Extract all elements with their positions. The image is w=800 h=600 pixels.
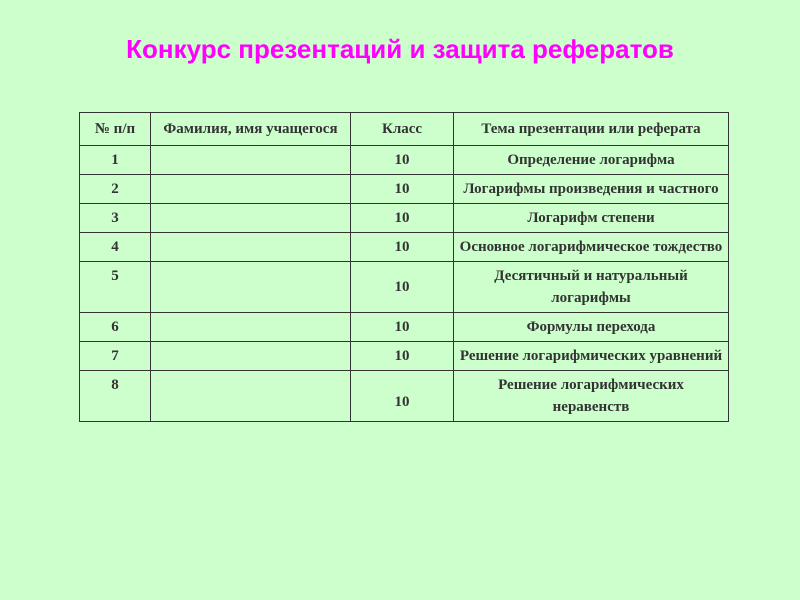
row-topic: Решение логарифмических неравенств xyxy=(454,371,729,422)
table-row xyxy=(80,204,729,233)
row-topic: Десятичный и натуральный логарифмы xyxy=(454,262,729,313)
row-grade: 10 xyxy=(351,175,454,204)
row-topic: Формулы перехода xyxy=(454,313,729,342)
header-number: № п/п xyxy=(80,113,151,146)
row-number: 8 xyxy=(80,371,151,422)
table-row xyxy=(80,175,729,204)
row-topic: Основное логарифмическое тождество xyxy=(454,233,729,262)
table-row xyxy=(80,313,729,342)
row-student-name xyxy=(151,371,351,422)
row-number: 1 xyxy=(80,146,151,175)
row-number: 6 xyxy=(80,313,151,342)
page-title: Конкурс презентаций и защита рефератов xyxy=(126,34,674,64)
row-topic: Логарифм степени xyxy=(454,204,729,233)
row-student-name xyxy=(151,204,351,233)
row-student-name xyxy=(151,146,351,175)
row-student-name xyxy=(151,175,351,204)
row-number: 2 xyxy=(80,175,151,204)
row-number: 3 xyxy=(80,204,151,233)
table-row xyxy=(80,262,729,313)
row-number: 7 xyxy=(80,342,151,371)
table-row xyxy=(80,342,729,371)
row-student-name xyxy=(151,313,351,342)
row-grade: 10 xyxy=(351,313,454,342)
row-grade: 10 xyxy=(351,204,454,233)
table-row xyxy=(80,233,729,262)
presentations-table xyxy=(79,112,729,422)
table-row xyxy=(80,146,729,175)
row-student-name xyxy=(151,262,351,313)
row-grade: 10 xyxy=(351,262,454,313)
header-grade: Класс xyxy=(351,113,454,146)
row-grade: 10 xyxy=(351,342,454,371)
header-topic: Тема презентации или реферата xyxy=(454,113,729,146)
table-row xyxy=(80,371,729,422)
row-topic: Логарифмы произведения и частного xyxy=(454,175,729,204)
row-student-name xyxy=(151,342,351,371)
row-grade: 10 xyxy=(351,146,454,175)
row-topic: Решение логарифмических уравнений xyxy=(454,342,729,371)
row-student-name xyxy=(151,233,351,262)
row-number: 5 xyxy=(80,262,151,313)
row-topic: Определение логарифма xyxy=(454,146,729,175)
row-number: 4 xyxy=(80,233,151,262)
row-grade: 10 xyxy=(351,233,454,262)
header-name: Фамилия, имя учащегося xyxy=(151,113,351,146)
table-header-row xyxy=(80,113,729,146)
row-grade: 10 xyxy=(351,371,454,422)
